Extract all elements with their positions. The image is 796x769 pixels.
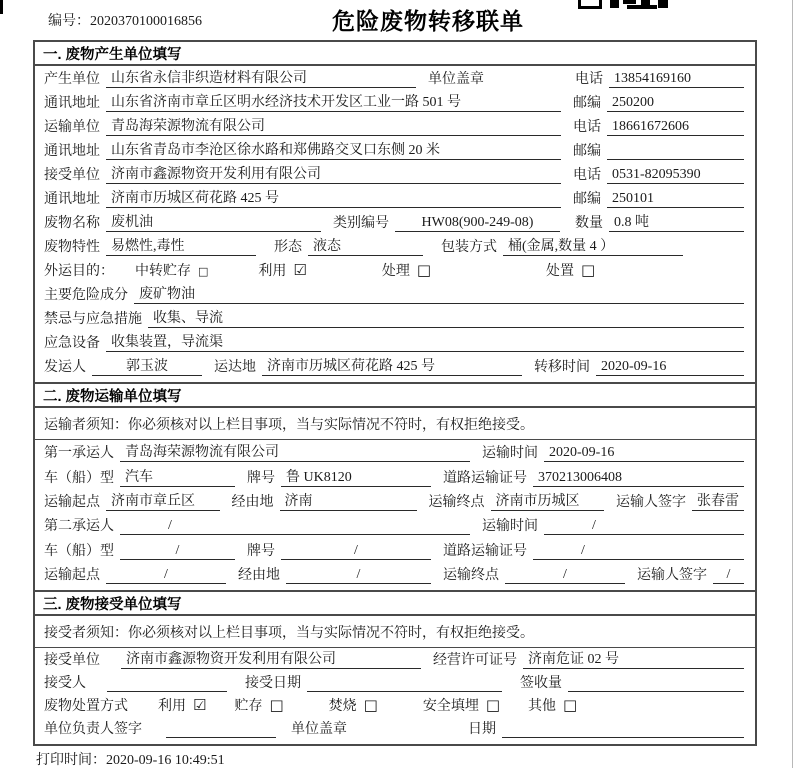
form-row-vehicle1 (44, 465, 746, 489)
route2-sign: / (713, 567, 744, 584)
equipment-value: 收集装置，导流渠 (106, 335, 744, 352)
origin-label: 运输起点 (44, 494, 100, 510)
phone-label: 电话 (575, 72, 603, 87)
checkbox-icon: □ (363, 696, 378, 714)
license-value: 济南危证 02 号 (523, 652, 744, 669)
generator-phone: 13854169160 (609, 71, 744, 88)
transfer-time-label: 转移时间 (534, 360, 590, 375)
dest-value: 济南市历城区荷花路 425 号 (262, 359, 522, 376)
end-label: 运输终点 (443, 567, 499, 583)
section3-body (35, 648, 755, 744)
receiver-zip: 250101 (607, 191, 744, 208)
form-row-signoff (44, 718, 746, 741)
form-row-waste-traits (44, 235, 746, 259)
vehicle-label: 车（船）型 (44, 470, 114, 486)
form-row-purpose (44, 259, 746, 283)
receipt-date-label: 接受日期 (245, 676, 301, 691)
purpose-option-dispose: 处置 □ (546, 261, 596, 279)
signoff-date (502, 722, 744, 738)
checkbox-icon: □ (198, 265, 209, 278)
shipper-label: 发运人 (44, 360, 86, 375)
sign-label: 运输人签字 (637, 567, 707, 583)
carrier1-time: 2020-09-16 (544, 445, 744, 462)
form-row-receiver (44, 163, 746, 187)
serial-number (48, 10, 202, 30)
zip-label: 邮编 (573, 144, 601, 159)
generator-zip: 250200 (607, 95, 744, 112)
page-title: 危险废物转移联单 (332, 8, 524, 34)
form-row-taboo (44, 307, 746, 331)
dest-label: 运达地 (214, 360, 256, 375)
generator-label: 产生单位 (44, 72, 100, 87)
section2-notice (35, 408, 755, 440)
transporter-zip (607, 144, 744, 160)
vehicle-label: 车（船）型 (44, 543, 114, 559)
address-label: 通讯地址 (44, 96, 100, 111)
time-label: 运输时间 (482, 519, 538, 535)
carrier2-label: 第二承运人 (44, 519, 114, 535)
code-label: 类别编号 (333, 216, 389, 231)
notice-text: 你必须核对以上栏目事项，当与实际情况不符时，有权拒绝接受。 (128, 625, 534, 641)
route1-origin: 济南市章丘区 (106, 494, 220, 511)
checkbox-icon: □ (416, 261, 432, 279)
vehicle2-permit: / (533, 543, 744, 560)
vehicle2-type: / (120, 543, 235, 560)
disposal-option-use: 利用 ☑ (158, 696, 207, 714)
receipt-amount (568, 676, 744, 692)
transfer-time: 2020-09-16 (596, 359, 744, 376)
vehicle1-type: 汽车 (120, 470, 235, 487)
checkbox-icon: □ (581, 261, 596, 279)
pack-value: 桶(金属,数量 4 ） (503, 239, 683, 256)
route1-sign: 张春雷 (692, 494, 744, 511)
generator-value: 山东省永信非织造材料有限公司 (106, 71, 416, 88)
receiver-label: 接受单位 (44, 168, 100, 183)
qr-code-remnant-icon (578, 0, 670, 10)
pack-label: 包装方式 (441, 240, 497, 255)
purpose-option-use: 利用 ☑ (258, 261, 307, 279)
route1-via: 济南 (280, 494, 417, 511)
section2-header: 二. 废物运输单位填写 (35, 384, 755, 408)
waste-name: 废机油 (106, 215, 321, 232)
form-row-route1 (44, 490, 746, 514)
manifest-form (33, 40, 757, 746)
date-label: 日期 (468, 722, 496, 737)
section2-body (35, 440, 755, 592)
form-row-transporter-address (44, 139, 746, 163)
address-label: 通讯地址 (44, 144, 100, 159)
plate-label: 牌号 (247, 543, 275, 559)
transporter-address: 山东省青岛市李沧区徐水路和郑佛路交叉口东侧 20 米 (106, 143, 561, 160)
disposal-option-incinerate: 焚烧 □ (328, 696, 378, 714)
purpose-option-storage: 中转贮存 □ (135, 264, 209, 279)
waste-qty: 0.8 吨 (609, 215, 744, 232)
checkbox-checked-icon: ☑ (293, 261, 307, 279)
traits-label: 废物特性 (44, 240, 100, 255)
license-label: 经营许可证号 (433, 653, 517, 668)
form-row-carrier1 (44, 441, 746, 465)
form-row-acceptor (44, 649, 746, 672)
signoff-label: 单位负责人签字 (44, 722, 142, 737)
checkbox-checked-icon: ☑ (193, 696, 207, 714)
form-row-generator (44, 67, 746, 91)
sign-label: 运输人签字 (616, 494, 687, 510)
disposal-option-other: 其他 □ (528, 696, 578, 714)
form-label: 形态 (274, 240, 302, 255)
hazard-label: 主要危险成分 (44, 288, 128, 303)
waste-name-label: 废物名称 (44, 216, 100, 231)
section1-header: 一. 废物产生单位填写 (35, 42, 755, 66)
receiver-address: 济南市历城区荷花路 425 号 (106, 191, 561, 208)
hazard-value: 废矿物油 (134, 287, 744, 304)
route2-via: / (286, 567, 431, 584)
acceptor-value: 济南市鑫源物资开发利用有限公司 (121, 652, 421, 669)
print-time-label: 打印时间： (36, 753, 106, 768)
route1-end: 济南市历城区 (491, 494, 605, 511)
section3-header: 三. 废物接受单位填写 (35, 592, 755, 616)
receiver-phone: 0531-82095390 (607, 167, 744, 184)
vehicle2-plate: / (281, 543, 431, 560)
receipt-person-label: 接受人 (44, 676, 86, 691)
traits-value: 易燃性,毒性 (106, 239, 256, 256)
transporter-phone: 18661672606 (607, 119, 744, 136)
time-label: 运输时间 (482, 446, 538, 462)
vehicle1-plate: 鲁 UK8120 (281, 470, 431, 487)
generator-address: 山东省济南市章丘区明水经济技术开发区工业一路 501 号 (106, 95, 561, 112)
checkbox-icon: □ (269, 696, 284, 714)
disposal-option-store: 贮存 □ (234, 696, 284, 714)
qty-label: 数量 (575, 216, 603, 231)
zip-label: 邮编 (573, 96, 601, 111)
form-row-hazard (44, 283, 746, 307)
vehicle1-permit: 370213006408 (533, 470, 744, 487)
serial-value: 2020370100016856 (90, 14, 202, 29)
carrier2-time: / (544, 518, 744, 535)
acceptor-label: 接受单位 (44, 653, 100, 668)
form-row-route2 (44, 563, 746, 587)
checkbox-icon: □ (485, 696, 501, 714)
receipt-date (307, 676, 502, 692)
seal-label: 单位盖章 (428, 72, 484, 87)
transporter-label: 运输单位 (44, 120, 100, 135)
form-row-receipt (44, 672, 746, 695)
address-label: 通讯地址 (44, 192, 100, 207)
form-row-receiver-address (44, 187, 746, 211)
transporter-value: 青岛海荣源物流有限公司 (106, 119, 561, 136)
via-label: 经由地 (238, 567, 280, 583)
form-row-vehicle2 (44, 538, 746, 562)
page-corner-mark (0, 0, 3, 14)
taboo-value: 收集、导流 (148, 311, 744, 328)
taboo-label: 禁忌与应急措施 (44, 312, 142, 327)
section3-notice (35, 616, 755, 648)
permit-label: 道路运输证号 (443, 543, 527, 559)
form-row-shipper (44, 355, 746, 379)
form-row-waste-name (44, 211, 746, 235)
form-row-transporter (44, 115, 746, 139)
serial-label: 编号： (48, 14, 90, 29)
route2-origin: / (106, 567, 226, 584)
receipt-person (107, 676, 227, 692)
form-row-carrier2 (44, 514, 746, 538)
seal-label: 单位盖章 (291, 722, 347, 737)
purpose-option-treat: 处理 □ (381, 261, 432, 279)
amount-label: 签收量 (520, 676, 562, 691)
signoff-signature (166, 722, 276, 738)
disposal-option-landfill: 安全填埋 □ (422, 696, 501, 714)
form-row-equipment (44, 331, 746, 355)
page-right-edge (792, 0, 793, 768)
carrier1-value: 青岛海荣源物流有限公司 (120, 445, 470, 462)
phone-label: 电话 (573, 168, 601, 183)
shipper-name: 郭玉波 (92, 359, 202, 376)
form-value: 液态 (308, 239, 423, 256)
purpose-label: 外运目的： (44, 264, 114, 279)
form-row-disposal (44, 695, 746, 718)
phone-label: 电话 (573, 120, 601, 135)
route2-end: / (505, 567, 625, 584)
checkbox-icon: □ (563, 696, 578, 714)
print-time (36, 749, 225, 769)
section1-body (35, 66, 755, 384)
zip-label: 邮编 (573, 192, 601, 207)
origin-label: 运输起点 (44, 567, 100, 583)
plate-label: 牌号 (247, 470, 275, 486)
carrier1-label: 第一承运人 (44, 446, 114, 462)
print-time-value: 2020-09-16 10:49:51 (106, 753, 225, 768)
disposal-label: 废物处置方式 (44, 699, 128, 714)
receiver-value: 济南市鑫源物资开发利用有限公司 (106, 167, 561, 184)
equipment-label: 应急设备 (44, 336, 100, 351)
notice-label: 运输者须知： (44, 417, 128, 433)
notice-label: 接受者须知： (44, 625, 128, 641)
permit-label: 道路运输证号 (443, 470, 527, 486)
notice-text: 你必须核对以上栏目事项，当与实际情况不符时，有权拒绝接受。 (128, 417, 534, 433)
carrier2-value: / (120, 518, 470, 535)
waste-code: HW08(900-249-08) (395, 215, 560, 232)
form-row-generator-address (44, 91, 746, 115)
via-label: 经由地 (231, 494, 274, 510)
end-label: 运输终点 (428, 494, 485, 510)
